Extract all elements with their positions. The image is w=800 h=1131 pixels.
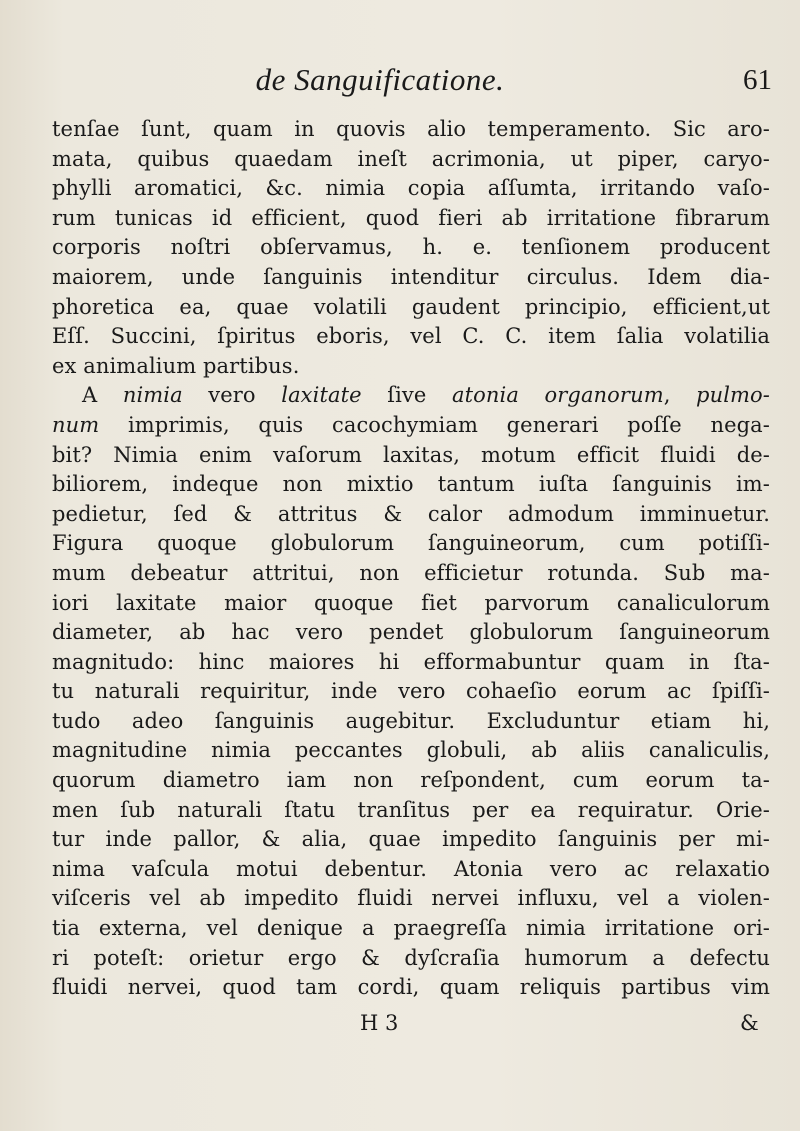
text-line	[52, 381, 770, 411]
text-segment: tudo adeo ſanguinis augebitur. Excluduntur etiam hi,	[52, 708, 770, 733]
text-segment: diameter, ab hac vero pendet globulorum ſanguineorum	[52, 620, 770, 645]
text-segment: corporis noſtri obſervamus, h. e. tenſionem producent	[52, 235, 770, 260]
text-line	[52, 825, 770, 855]
text-line	[52, 115, 770, 145]
text-line	[52, 707, 770, 737]
text-segment: tia externa, vel denique a praegreſſa nimia irritatione ori-	[52, 916, 770, 941]
text-segment: Figura quoque globulorum ſanguineorum, cum potiſſi-	[52, 531, 770, 556]
text-segment: rum tunicas id efficient, quod fieri ab irritatione fibrarum	[52, 205, 770, 230]
text-segment: A	[82, 383, 123, 408]
body-text	[52, 115, 770, 1003]
text-line	[52, 233, 770, 263]
text-segment: Eſſ. Succini, ſpiritus eboris, vel C. C. item ſalia volatilia	[52, 324, 770, 349]
text-segment: ,	[663, 383, 697, 408]
page-footer	[0, 1011, 800, 1041]
text-segment: ſive	[361, 383, 452, 408]
text-segment: magnitudine nimia peccantes globuli, ab aliis canaliculis,	[52, 738, 770, 763]
text-segment: bit? Nimia enim vaſorum laxitas, motum efficit fluidi de-	[52, 442, 770, 467]
text-segment: imprimis, quis cacochymiam generari poſſe nega-	[99, 412, 770, 437]
text-line	[52, 618, 770, 648]
text-segment: pulmo-	[696, 383, 770, 408]
text-segment: quorum diametro iam non reſpondent, cum eorum ta-	[52, 768, 770, 793]
text-line	[52, 677, 770, 707]
text-line	[52, 263, 770, 293]
text-line	[52, 973, 770, 1003]
text-segment: atonia organorum	[451, 383, 664, 408]
text-segment: tur inde pallor, & alia, quae impedito ſanguinis per mi-	[52, 827, 770, 852]
text-segment: nima vaſcula motui debentur. Atonia vero ac relaxatio	[52, 856, 770, 881]
text-segment: phylli aromatici, &c. nimia copia aſſumta, irritando vaſo-	[52, 176, 770, 201]
text-segment: laxitate	[281, 383, 362, 408]
text-segment: maiorem, unde ſanguinis intenditur circulus. Idem dia-	[52, 264, 770, 289]
running-head	[0, 62, 800, 102]
text-line	[52, 855, 770, 885]
catchword: &	[740, 1011, 759, 1035]
text-line	[52, 796, 770, 826]
text-segment: viſceris vel ab impedito fluidi nervei influxu, vel a violen-	[52, 886, 770, 911]
text-segment: biliorem, indeque non mixtio tantum iuſta ſanguinis im-	[52, 472, 770, 497]
text-line	[52, 766, 770, 796]
text-line	[52, 441, 770, 471]
text-segment: magnitudo: hinc maiores hi efformabuntur quam in ſta-	[52, 649, 770, 674]
text-segment: pedietur, ſed & attritus & calor admodum imminuetur.	[52, 501, 770, 526]
page-title: de Sanguificatione.	[255, 62, 505, 97]
text-segment: ri poteſt: orietur ergo & dyſcraſia humorum a defectu	[52, 945, 770, 970]
text-line	[52, 145, 770, 175]
text-segment: vero	[182, 383, 282, 408]
text-line	[52, 589, 770, 619]
text-line	[52, 884, 770, 914]
text-line	[52, 500, 770, 530]
text-line	[52, 914, 770, 944]
text-line	[52, 529, 770, 559]
text-segment: mata, quibus quaedam ineſt acrimonia, ut piper, caryo-	[52, 146, 770, 171]
page-number: 61	[743, 64, 772, 96]
text-segment: iori laxitate maior quoque fiet parvorum canaliculorum	[52, 590, 770, 615]
text-line	[52, 174, 770, 204]
text-segment: fluidi nervei, quod tam cordi, quam reliquis partibus vim	[52, 975, 770, 1000]
text-segment: tu naturali requiritur, inde vero cohaeſio eorum ac ſpiſſi-	[52, 679, 770, 704]
text-line	[52, 648, 770, 678]
text-line	[52, 204, 770, 234]
text-segment: ex animalium partibus.	[52, 353, 300, 378]
text-segment: num	[52, 412, 100, 437]
text-segment: mum debeatur attritui, non efficietur rotunda. Sub ma-	[52, 560, 770, 585]
text-line	[52, 411, 770, 441]
text-segment: tenſae ſunt, quam in quovis alio temperamento. Sic aro-	[52, 117, 770, 141]
text-line	[52, 559, 770, 589]
signature-mark: H 3	[360, 1011, 399, 1035]
text-line	[52, 352, 770, 382]
text-segment: phoretica ea, quae volatili gaudent principio, efficient,ut	[52, 294, 770, 319]
text-line	[52, 736, 770, 766]
text-segment: men ſub naturali ſtatu tranſitus per ea requiratur. Orie-	[52, 797, 770, 822]
text-line	[52, 470, 770, 500]
text-line	[52, 944, 770, 974]
text-segment: nimia	[122, 383, 183, 408]
text-line	[52, 293, 770, 323]
text-line	[52, 322, 770, 352]
